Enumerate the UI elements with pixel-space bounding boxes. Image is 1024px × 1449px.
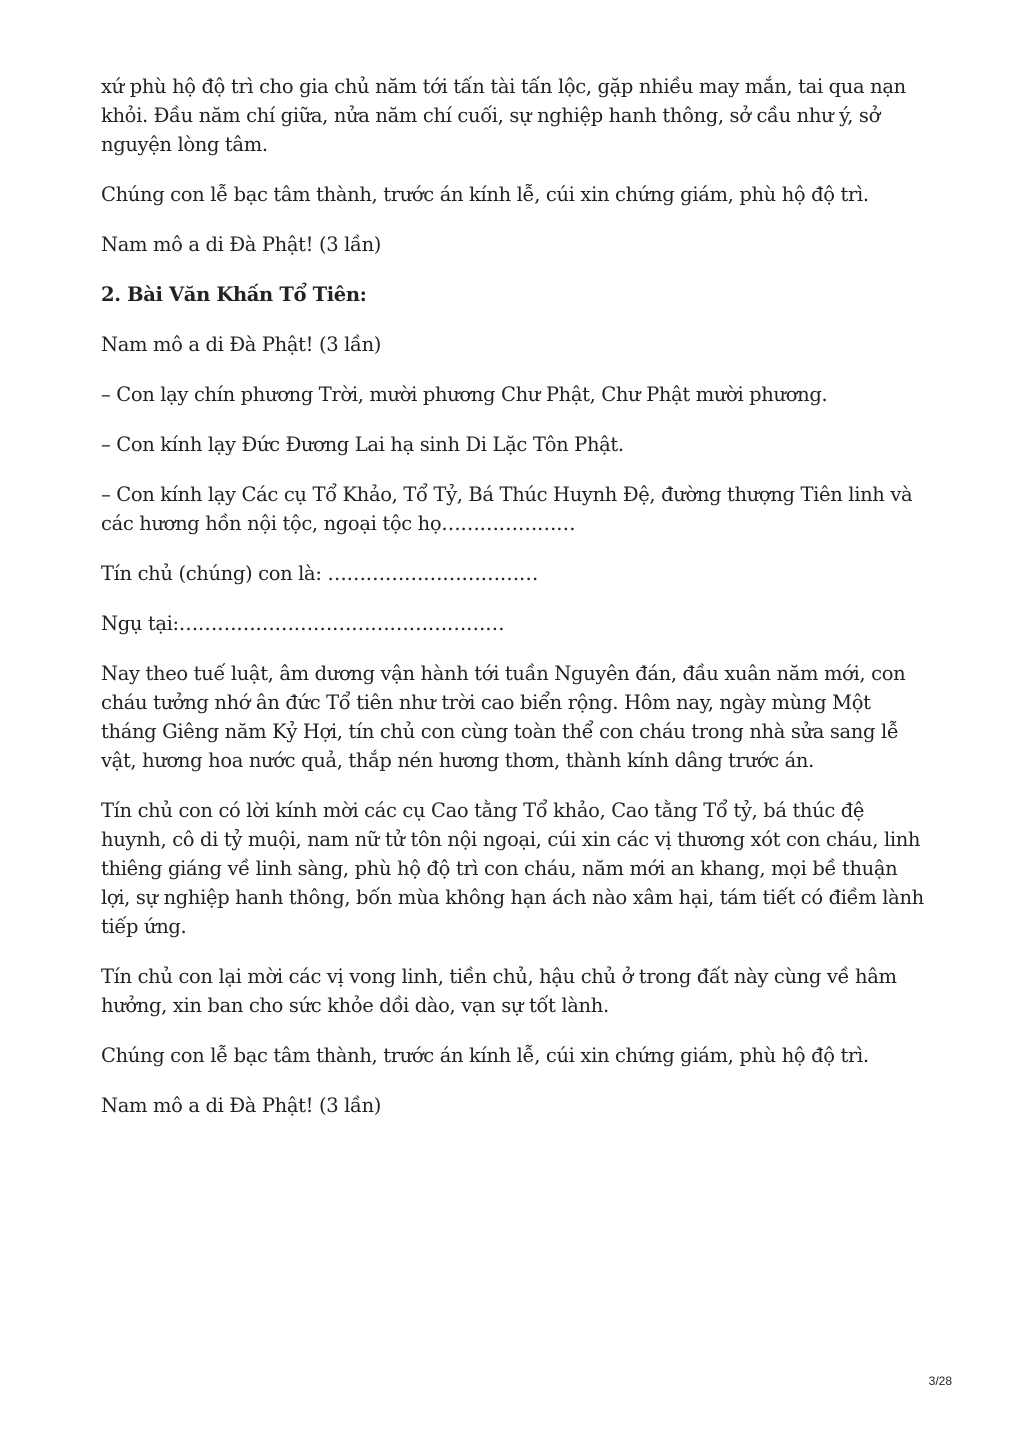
paragraph: Chúng con lễ bạc tâm thành, trước án kính lễ, cúi xin chứng giám, phù hộ độ trì. <box>101 183 869 206</box>
paragraph: Tín chủ (chúng) con là: …………………………… <box>101 562 539 585</box>
paragraph: Nay theo tuế luật, âm dương vận hành tới tuần Nguyên đán, đầu xuân năm mới, con cháu tưởng nhớ ân đức Tổ tiên như trời cao biển rộng. Hôm nay, ngày mùng Một tháng Giêng năm Kỷ Hợi, tín chủ con cùng toàn thể con cháu trong nhà sửa sang lễ vật, hương hoa nước quả, thắp nén hương thơm, thành kính dâng trước án. <box>101 662 906 772</box>
paragraph: Tín chủ con có lời kính mời các cụ Cao tằng Tổ khảo, Cao tằng Tổ tỷ, bá thúc đệ huynh, cô di tỷ muội, nam nữ tử tôn nội ngoại, cúi xin các vị thương xót con cháu, linh thiêng giáng về linh sàng, phù hộ độ trì con cháu, năm mới an khang, mọi bề thuận lợi, sự nghiệp hanh thông, bốn mùa không hạn ách nào xâm hại, tám tiết có điềm lành tiếp ứng. <box>101 799 924 938</box>
paragraph: xứ phù hộ độ trì cho gia chủ năm tới tấn tài tấn lộc, gặp nhiều may mắn, tai qua nạn khỏi. Đầu năm chí giữa, nửa năm chí cuối, sự nghiệp hanh thông, sở cầu như ý, sở nguyện lòng tâm. <box>101 75 906 156</box>
page-number: 3/28 <box>928 1374 952 1388</box>
paragraph: Nam mô a di Đà Phật! (3 lần) <box>101 233 382 256</box>
paragraph: – Con lạy chín phương Trời, mười phương Chư Phật, Chư Phật mười phương. <box>101 383 828 406</box>
paragraph: Nam mô a di Đà Phật! (3 lần) <box>101 1094 382 1117</box>
paragraph: – Con kính lạy Đức Đương Lai hạ sinh Di Lặc Tôn Phật. <box>101 433 624 456</box>
paragraph: Chúng con lễ bạc tâm thành, trước án kính lễ, cúi xin chứng giám, phù hộ độ trì. <box>101 1044 869 1067</box>
paragraph: – Con kính lạy Các cụ Tổ Khảo, Tổ Tỷ, Bá Thúc Huynh Đệ, đường thượng Tiên linh và các hương hồn nội tộc, ngoại tộc họ………………… <box>101 483 913 535</box>
paragraph: Nam mô a di Đà Phật! (3 lần) <box>101 333 382 356</box>
paragraph: Tín chủ con lại mời các vị vong linh, tiền chủ, hậu chủ ở trong đất này cùng về hâm hưởng, xin ban cho sức khỏe dồi dào, vạn sự tốt lành. <box>101 965 897 1017</box>
paragraph: Ngụ tại:…………………………………………… <box>101 612 505 635</box>
section-heading: 2. Bài Văn Khấn Tổ Tiên: <box>101 283 367 306</box>
document-body <box>101 72 931 1141</box>
